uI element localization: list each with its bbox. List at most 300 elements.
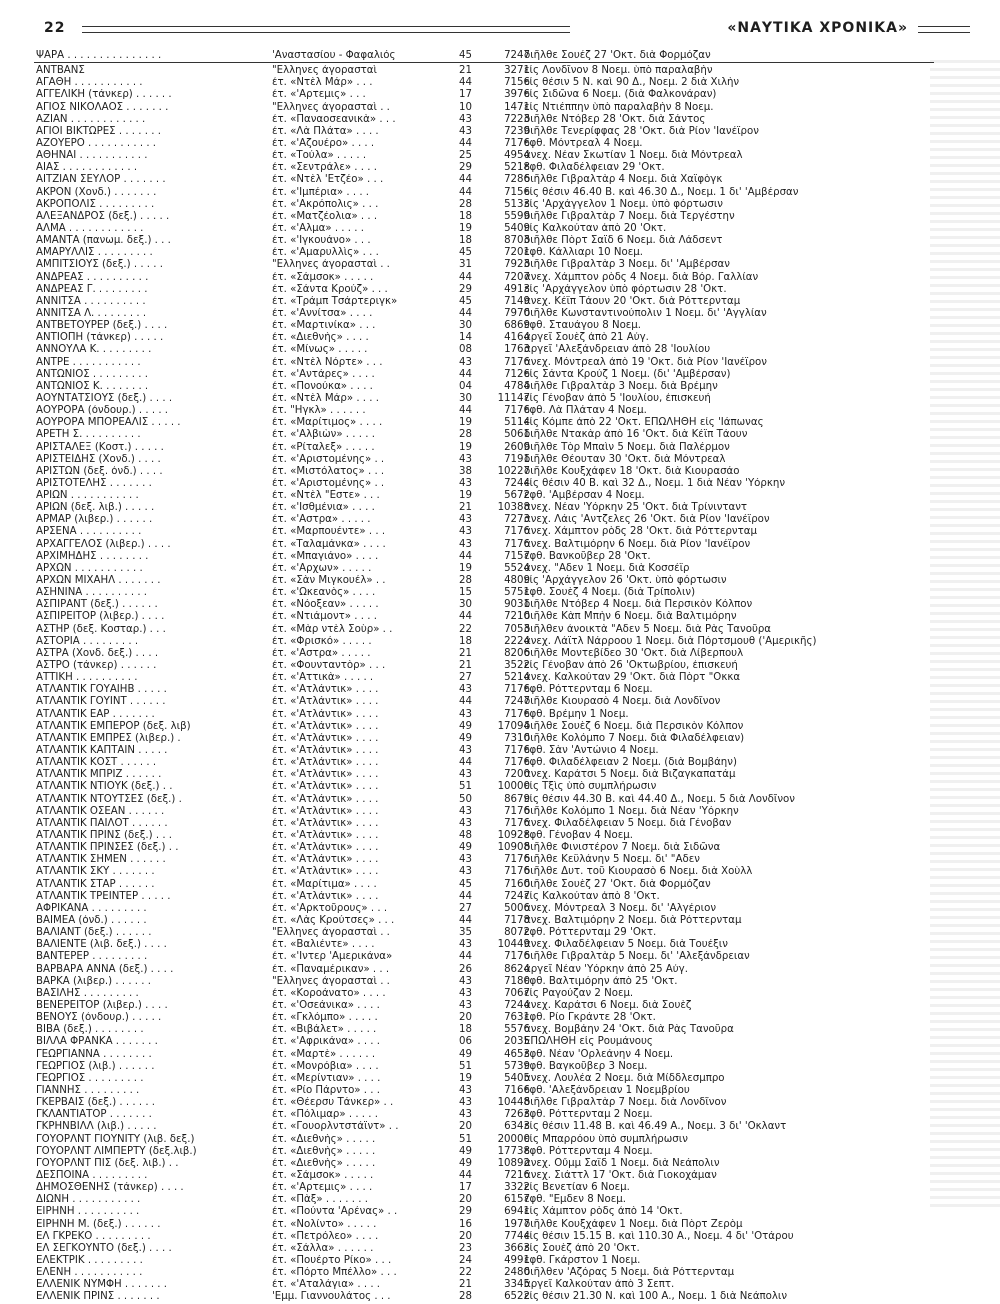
ship-agent: ἐτ. «Μιστόλατος» . . . [272, 465, 385, 477]
ship-agent: ἐτ. «'Ιγκουάνο» . . . [272, 235, 371, 247]
ship-number: 4653 [504, 1048, 530, 1060]
ship-name: ΑΚΡΟΠΟΛΙΣ . . . . . . . . . [36, 198, 155, 210]
ship-status: ἀνεχ. Σιάττλ 17 'Οκτ. διὰ Γιοκοχάμαν [524, 1169, 717, 1181]
ship-number: 7263 [504, 1109, 530, 1121]
ship-name: ΕΙΡΗΝΗ Μ. (δεξ.) . . . . . . [36, 1218, 161, 1230]
ship-name: ΑΤΛΑΝΤΙΚ ΝΤΙΟΥΚ (δεξ.) . . [36, 781, 173, 793]
ship-name: ΑΤΛΑΝΤΙΚ ΤΡΕΪΝΤΕΡ . . . . . [36, 890, 171, 902]
table-row [34, 1134, 934, 1146]
ship-agent: ἐτ. «'Ατλάντικ» . . . . [272, 696, 379, 708]
ship-agent: ἐτ. «Πόλιμαρ» . . . . . [272, 1109, 378, 1121]
ship-agent: ἐτ. «'Ατλάντικ» . . . . [272, 793, 379, 805]
ship-status: ἀνεχ. Λάϊτλ Νάρροου 1 Νοεμ. διὰ Πόρτσμουθ ('Αμερικῆς) [524, 635, 817, 647]
ship-name: ΓΟΥΟΡΛΝΤ ΛΙΜΠΕΡΤΥ (δεξ.λιβ.) [36, 1145, 197, 1157]
header-rule [82, 26, 570, 33]
ship-code: 43 [459, 113, 472, 125]
ship-agent: ἐτ. «Σάμσοκ» . . . . . [272, 271, 374, 283]
ship-status: ἀνεχ. Χάμπτον ρὸδς 28 'Οκτ. διὰ Ρόττερνταμ [524, 526, 757, 538]
ship-status: ἐφθ. Λὰ Πλάταν 4 Νοεμ. [524, 405, 647, 417]
ship-status: ἀνεχ. Βαλτιμόρην 6 Νοεμ. διὰ Ρίον 'Ιανέϊρον [524, 538, 751, 550]
ship-name: ΓΟΥΟΡΛΝΤ ΠΙΣ (δεξ. λιβ.) . . [36, 1157, 179, 1169]
ship-number: 6343 [504, 1121, 530, 1133]
ship-number: 7176 [504, 866, 530, 878]
ship-status: ἐφθ. Βαλτιμόρην ἀπὸ 25 'Οκτ. [524, 975, 678, 987]
ship-number: 7176 [504, 757, 530, 769]
table-row [34, 1073, 934, 1085]
ship-agent: ἐτ. «'Ακρόπολις» . . . [272, 198, 379, 210]
ship-status: εἰς Σιδῶνα 6 Νοεμ. (διὰ Φαλκονάραν) [524, 89, 717, 101]
ship-name: ΑΣΗΝΙΝΑ . . . . . . . . . . [36, 587, 148, 599]
ship-agent: "Ελληνες ἀγορασταὶ . . [272, 259, 390, 271]
ship-status: εἰς Ντιέππην ὑπὸ παραλαβὴν 8 Νοεμ. [524, 101, 714, 113]
ship-number: 7207 [504, 271, 530, 283]
ship-name: ΑΟΥΝΤΑΤΣΙΟΥΣ (δεξ.) . . . . [36, 392, 173, 404]
ship-code: 19 [459, 562, 472, 574]
table-row [34, 624, 934, 636]
table-row [34, 1206, 934, 1218]
ship-code: 28 [459, 429, 472, 441]
ship-code: 49 [459, 1157, 472, 1169]
ship-agent: ἐτ. «Πονούκα» . . . . [272, 380, 373, 392]
ship-name: ΒΑΝΤΕΡΕΡ . . . . . . . . . [36, 951, 148, 963]
ship-code: 28 [459, 1291, 472, 1303]
table-row [34, 381, 934, 393]
ship-number: 7191 [504, 453, 530, 465]
ship-code: 28 [459, 198, 472, 210]
ship-agent: ἐτ. «'Αστρα» . . . . . [272, 514, 371, 526]
magazine-title: «ΝΑΥΤΙΚΑ ΧΡΟΝΙΚΑ» [727, 20, 908, 36]
ship-agent: ἐτ. «'Αζουέρο» . . . . [272, 137, 375, 149]
ship-code: 44 [459, 174, 472, 186]
ship-name: ΑΜΑΡΥΛΛΙΣ . . . . . . . . . [36, 247, 153, 259]
ship-name: ΑΤΛΑΝΤΙΚ ΜΠΡΙΖ . . . . . . [36, 769, 162, 781]
ship-status: εἰς Γένοβαν ἀπὸ 5 'Ιουλίου, ἐπισκευή [524, 392, 711, 404]
ship-name: ΑΙΑΣ . . . . . . . . . . . . [36, 162, 138, 174]
ship-code: 49 [459, 842, 472, 854]
table-row [34, 709, 934, 721]
ship-code: 43 [459, 999, 472, 1011]
ship-number: 2609 [504, 441, 530, 453]
ship-agent: ἐτ. «'Αταλάγια» . . . . [272, 1279, 381, 1291]
ship-status: εἰς Καλκούταν ἀπὸ 20 'Οκτ. [524, 222, 667, 234]
ship-agent: ἐτ. «Φουνταντὸρ» . . . [272, 660, 386, 672]
ship-agent: ἐτ. «'Αλμα» . . . . . [272, 222, 364, 234]
ship-status: ἐφθ. Φιλαδέλφειαν 2 Νοεμ. (διὰ Βομβάην) [524, 757, 737, 769]
ship-name: ΑΣΠΙΡΑΝΤ (δεξ.) . . . . . . [36, 599, 158, 611]
ship-name: ΒΑΛΙΕΝΤΕ (λιβ. δεξ.) . . . . [36, 939, 167, 951]
ship-status: ἀνεχ. Καράτσι 6 Νοεμ. διὰ Σουὲζ [524, 999, 692, 1011]
ship-status: ἀνεχ. Νέαν 'Υόρκην 25 'Οκτ. διὰ Τρίνινταντ [524, 502, 748, 514]
ship-status: ἀνεχ. Καράτσι 5 Νοεμ. διὰ Βιζαγκαπατάμ [524, 769, 736, 781]
ship-code: 49 [459, 1145, 472, 1157]
table-row [34, 466, 934, 478]
ship-name: ΑΡΕΤΗ Σ. . . . . . . . . . [36, 429, 141, 441]
ship-agent: ἐτ. «'Ατλάντικ» . . . . [272, 866, 379, 878]
ship-name: ΒΑΣΙΛΗΣ . . . . . . . . . [36, 987, 139, 999]
ship-agent: ἐτ. «'Ιμπέρια» . . . . [272, 186, 370, 198]
ship-code: 50 [459, 793, 472, 805]
ship-name: ΓΕΩΡΓΙΟΣ (λιβ.) . . . . . . [36, 1060, 155, 1072]
ship-number: 7176 [504, 854, 530, 866]
ship-name: ΑΚΡΟΝ (Χονδ.) . . . . . . . [36, 186, 157, 198]
ship-name: ΑΤΛΑΝΤΙΚ ΓΟΥΪΝΤ . . . . . . [36, 696, 166, 708]
table-row [34, 1146, 934, 1158]
ship-agent: ἐτ. «Διεθνὴς» . . . . . [272, 1133, 376, 1145]
table-row [34, 830, 934, 842]
ship-number: 4809 [504, 575, 530, 587]
ship-status: ἀνεχ. Καλκούταν 29 'Οκτ. διὰ Πὸρτ "Οκκα [524, 672, 741, 684]
ship-name: ΑΟΥΡΟΡΑ (ὀνδουρ.) . . . . . [36, 405, 169, 417]
ship-code: 20 [459, 1121, 472, 1133]
ship-code: 21 [459, 647, 472, 659]
ship-number: 7631 [504, 1012, 530, 1024]
table-row [34, 976, 934, 988]
ship-status: ἐφθ. 'Αλεξάνδρειαν 1 Νοεμβρίου [524, 1084, 690, 1096]
ship-code: 20 [459, 1230, 472, 1242]
ship-status: ἀνεχ. Φιλαδέλφειαν 5 Νοεμ. διὰ Γένοβαν [524, 817, 732, 829]
ship-number: 7176 [504, 538, 530, 550]
table-row [34, 454, 934, 466]
ship-agent: ἐτ. «'Ατλάντικ» . . . . [272, 817, 379, 829]
ship-status: εἰς Σουὲζ ἀπὸ 20 'Οκτ. [524, 1242, 640, 1254]
ship-agent: 'Εμμ. Γιαννουλάτος . . . [272, 1291, 391, 1303]
ship-status: εἰς Βενετίαν 6 Νοεμ. [524, 1182, 630, 1194]
ship-number: 3322 [504, 1182, 530, 1194]
table-row [34, 393, 934, 405]
ship-agent: ἐτ. «Τούλα» . . . . . [272, 150, 367, 162]
ship-code: 18 [459, 210, 472, 222]
ship-number: 7176 [504, 405, 530, 417]
ship-number: 7210 [504, 611, 530, 623]
ship-agent: ἐτ. «Μαρτὲ» . . . . . . [272, 1048, 376, 1060]
ship-status: ἀνεχ. Μόντρεαλ ἀπὸ 19 'Οκτ. διὰ Ρίον 'Ιανέϊρον [524, 356, 767, 368]
ship-code: 43 [459, 866, 472, 878]
ship-agent: ἐτ. «'Ατλάντικ» . . . . [272, 842, 379, 854]
table-row [34, 769, 934, 781]
ship-status: εἰς Λονδῖνον 8 Νοεμ. ὑπὸ παραλαβὴν [524, 65, 713, 77]
ship-agent: ἐτ. «'Αστρα» . . . . . [272, 647, 371, 659]
ship-name: ΑΤΛΑΝΤΙΚ ΚΑΠΤΑΙΝ . . . . . [36, 745, 168, 757]
ship-code: 43 [459, 805, 472, 817]
table-row [34, 781, 934, 793]
ship-status: εἰς θέσιν 44.30 Β. καὶ 44.40 Δ., Νοεμ. 5 διὰ Λονδῖνον [524, 793, 795, 805]
ship-code: 04 [459, 380, 472, 392]
ship-status: ἀνεχ. Οὔμμ Σαῒδ 1 Νοεμ. διὰ Νεάπολιν [524, 1157, 720, 1169]
table-row [34, 162, 934, 174]
ship-agent: ἐτ. «Γκλόμπο» . . . . . [272, 1012, 378, 1024]
ship-name: ΑΝΤΙΟΠΗ (τάνκερ) . . . . . [36, 332, 164, 344]
ship-agent: ἐτ. «'Αλβιὼν» . . . . . [272, 429, 375, 441]
ship-number: 2035 [504, 1036, 530, 1048]
table-row [34, 1049, 934, 1061]
ship-number: 10449 [497, 939, 530, 951]
ship-name: ΔΙΩΝΗ . . . . . . . . . . . [36, 1194, 141, 1206]
ship-name: ΑΤΛΑΝΤΙΚ ΣΗΜΕΝ . . . . . . [36, 854, 166, 866]
table-row [34, 150, 934, 162]
ship-code: 44 [459, 696, 472, 708]
ship-number: 3663 [504, 1242, 530, 1254]
ship-code: 29 [459, 1206, 472, 1218]
ship-code: 43 [459, 708, 472, 720]
ship-name: ΕΛ ΣΕΓΚΟΥΝΤΟ (δεξ.) . . . . [36, 1242, 172, 1254]
ship-agent: ἐτ. «Μίνως» . . . . . [272, 344, 368, 356]
ship-number: 4954 [504, 150, 530, 162]
ship-number: 7180 [504, 975, 530, 987]
ship-code: 43 [459, 1109, 472, 1121]
ship-status: ἀνεχ. Μόντρεαλ 3 Νοεμ. δι' 'Αλγέριον [524, 902, 717, 914]
ship-name: ΑΛΕΞΑΝΔΡΟΣ (δεξ.) . . . . . [36, 210, 170, 222]
ship-number: 7201 [504, 247, 530, 259]
table-row [34, 854, 934, 866]
ship-number: 17094 [497, 720, 530, 732]
ship-number: 7176 [504, 684, 530, 696]
table-row [34, 1219, 934, 1231]
ship-agent: ἐτ. «Ρίταλεξ» . . . . . [272, 441, 375, 453]
ship-agent: ἐτ. «'Αριστομένης» . . [272, 477, 385, 489]
ship-number: 7923 [504, 259, 530, 271]
table-row [34, 879, 934, 891]
ship-status: διῆλθε Γιβραλτὰρ 3 Νοεμ. διὰ Βρέμην [524, 380, 718, 392]
ship-code: 17 [459, 89, 472, 101]
ship-number: 7176 [504, 817, 530, 829]
ship-name: ΑΣΤΡΟ (τάνκερ) . . . . . . [36, 660, 157, 672]
ship-number: 7166 [504, 1084, 530, 1096]
ship-status: ἀνεχ. Κέϊπ Τάουν 20 'Οκτ. διὰ Ρόττερνταμ [524, 295, 741, 307]
ship-agent: ἐτ. «Σάμσοκ» . . . . . [272, 1169, 374, 1181]
ship-code: 30 [459, 599, 472, 611]
ship-agent: ἐτ. «Βιβάλετ» . . . . . [272, 1024, 377, 1036]
ship-number: 5672 [504, 490, 530, 502]
ship-number: 7239 [504, 125, 530, 137]
table-row [34, 417, 934, 429]
ship-status: ἀργεῖ 'Αλεξάνδρειαν ἀπὸ 28 'Ιουλίου [524, 344, 711, 356]
ship-status: ἐφθ. Βρέμην 1 Νοεμ. [524, 708, 629, 720]
ship-code: 20 [459, 1012, 472, 1024]
ship-status: ἀνεχ. Φιλαδέλφειαν 5 Νοεμ. διὰ Τουέξιν [524, 939, 728, 951]
ship-number: 4913 [504, 283, 530, 295]
ship-agent: ἐτ. «'Αρτεμις» . . . [272, 89, 366, 101]
table-row [34, 526, 934, 538]
table-row [34, 223, 934, 235]
table-row [34, 539, 934, 551]
ship-number: 7176 [504, 708, 530, 720]
ship-code: 29 [459, 283, 472, 295]
ship-number: 6522 [504, 1291, 530, 1303]
ship-number: 5405 [504, 1072, 530, 1084]
ship-name: ΒΑΛΙΑΝΤ (δεξ.) . . . . . . [36, 927, 152, 939]
ship-name: ΒΙΒΑ (δεξ.) . . . . . . . . [36, 1024, 144, 1036]
ship-name: ΑΡΙΣΤΑΛΕΞ (Κοστ.) . . . . . [36, 441, 164, 453]
table-row [34, 903, 934, 915]
ship-code: 18 [459, 235, 472, 247]
ship-agent: ἐτ. «'Ατλάντικ» . . . . [272, 769, 379, 781]
ship-number: 5006 [504, 902, 530, 914]
table-row [34, 1279, 934, 1291]
ship-number: 10892 [497, 1157, 530, 1169]
table-row [34, 199, 934, 211]
ship-status: εἰς Χάμπτον ρὸδς ἀπὸ 14 'Οκτ. [524, 1206, 683, 1218]
ship-status: ἐφθ. Νέαν 'Ορλεάνην 4 Νοεμ. [524, 1048, 674, 1060]
table-row [34, 696, 934, 708]
ship-number: 10908 [497, 842, 530, 854]
ship-status: διῆλθεν ἀνοικτὰ "Αδεν 5 Νοεμ. διὰ Ρὰς Τανοῦρα [524, 623, 772, 635]
ship-agent: ἐτ. «'Αρχων» . . . . . [272, 562, 372, 574]
table-row [34, 599, 934, 611]
table-row [34, 187, 934, 199]
ship-number: 5576 [504, 1024, 530, 1036]
ship-code: 26 [459, 963, 472, 975]
ship-name: ΕΛΕΚΤΡΙΚ . . . . . . . . . [36, 1254, 143, 1266]
ship-agent: ἐτ. «'Αννίτσα» . . . . [272, 307, 373, 319]
ship-number: 7310 [504, 732, 530, 744]
ship-code: 25 [459, 150, 472, 162]
ship-number: 9031 [504, 599, 530, 611]
ship-status: ἐφθ. Σταυάγου 8 Νοεμ. [524, 320, 642, 332]
ship-name: ΔΕΣΠΟΙΝΑ . . . . . . . . . [36, 1169, 148, 1181]
ship-agent: ἐτ. «Μαρίτιμος» . . . . [272, 417, 383, 429]
ship-number: 5114 [504, 417, 530, 429]
ship-agent: ἐτ. «Ντὲλ "Εστε» . . . [272, 490, 380, 502]
ship-code: 30 [459, 320, 472, 332]
ship-name: ΑΝΤΡΕ . . . . . . . . . . . [36, 356, 141, 368]
ship-agent: ἐτ. «Λὰ Πλάτα» . . . . [272, 125, 379, 137]
ship-status: εἰς θέσιν 46.40 Β. καὶ 46.30 Δ., Νοεμ. 1 δι' 'Αμβέρσαν [524, 186, 799, 198]
ship-status: ἐφθ. Ρόττερνταμ 4 Νοεμ. [524, 1145, 653, 1157]
ship-name: ΑΤΤΙΚΗ . . . . . . . . . . [36, 672, 138, 684]
table-row [34, 1085, 934, 1097]
ship-name: ΒΕΝΕΡΕΪΤΟΡ (λιβερ.) . . . . [36, 999, 168, 1011]
ship-number: 4784 [504, 380, 530, 392]
ship-code: 44 [459, 368, 472, 380]
ship-name: ΑΝΔΡΕΑΣ Γ. . . . . . . . . [36, 283, 148, 295]
table-row [34, 1182, 934, 1194]
ship-status: ἀργεῖ Νέαν 'Υόρκην ἀπὸ 25 Αὐγ. [524, 963, 688, 975]
ship-code: 44 [459, 271, 472, 283]
ship-status: ἐφθ. "Εμδεν 8 Νοεμ. [524, 1194, 627, 1206]
ship-agent: ἐτ. «Μὰρ ντὲλ Σοὺρ» . . [272, 623, 393, 635]
ship-name: ΑΡΧΑΓΓΕΛΟΣ (λιβερ.) . . . . [36, 538, 171, 550]
ship-number: 2224 [504, 635, 530, 647]
ship-name: ΑΣΤΟΡΙΑ . . . . . . . . . [36, 635, 139, 647]
ship-agent: ἐτ. «Λὰς Κρούτσες» . . . [272, 914, 395, 926]
ship-name: ΨΑΡΑ . . . . . . . . . . . . . . . [36, 50, 162, 61]
ship-code: 29 [459, 162, 472, 174]
table-row [34, 1158, 934, 1170]
ship-number: 8624 [504, 963, 530, 975]
ship-number: 5751 [504, 587, 530, 599]
ship-status: εἰς θέσιν 5 Ν. καὶ 90 Δ., Νοεμ. 2 διὰ Χιλὴν [524, 77, 740, 89]
table-row [34, 1109, 934, 1121]
ship-code: 44 [459, 951, 472, 963]
table-row [34, 1255, 934, 1267]
ship-agent: ἐτ. «'Ατλάντικ» . . . . [272, 854, 379, 866]
ship-name: ΑΡΙΩΝ . . . . . . . . . . . [36, 490, 139, 502]
ship-number: 7200 [504, 769, 530, 781]
table-row [34, 259, 934, 271]
ship-movements-table [34, 50, 934, 1303]
table-row [34, 927, 934, 939]
table-row [34, 138, 934, 150]
ship-agent: "Ελληνες ἀγορασταὶ . . [272, 975, 390, 987]
ship-agent: ἐτ. «'Ιντερ 'Αμερικάνα» [272, 951, 393, 963]
table-row [34, 818, 934, 830]
ship-agent: ἐτ. «Σάλλα» . . . . . . [272, 1242, 374, 1254]
ship-name: ΓΕΩΡΓΙΟΣ . . . . . . . . . [36, 1072, 144, 1084]
ship-agent: ἐτ. «Πουέρτο Ρίκο» . . . [272, 1254, 392, 1266]
ship-agent: ἐτ. «Φρισκό» . . . . . [272, 635, 372, 647]
ship-code: 38 [459, 465, 472, 477]
ship-number: 17738 [497, 1145, 530, 1157]
ship-code: 43 [459, 854, 472, 866]
ship-agent: ἐτ. «Διεθνὴς» . . . . . [272, 1157, 376, 1169]
ship-code: 15 [459, 587, 472, 599]
ship-status: ἐφθ. Βανκοῦβερ 28 'Οκτ. [524, 550, 651, 562]
ship-code: 19 [459, 222, 472, 234]
ship-code: 20 [459, 1194, 472, 1206]
table-row [34, 502, 934, 514]
ship-number: 7247 [504, 50, 530, 61]
table-row [34, 1061, 934, 1073]
ship-code: 31 [459, 259, 472, 271]
page-header [30, 20, 970, 42]
ship-number: 10448 [497, 1097, 530, 1109]
ship-code: 22 [459, 623, 472, 635]
table-row [34, 1170, 934, 1182]
ship-agent: ἐτ. «Γουορλντστάϊντ» . . [272, 1121, 399, 1133]
ship-name: ΑΡΧΩΝ . . . . . . . . . . . [36, 562, 143, 574]
ship-status: ἀργεῖ Καλκούταν ἀπὸ 3 Σεπτ. [524, 1279, 675, 1291]
ship-status: ἀνεχ. Νέαν Σκωτίαν 1 Νοεμ. διὰ Μόντρεαλ [524, 150, 743, 162]
ship-agent: ἐτ. «'Ατλάντικ» . . . . [272, 745, 379, 757]
ship-status: εἰς 'Αρχάγγελον ὑπὸ φόρτωσιν 28 'Οκτ. [524, 283, 727, 295]
ship-name: ΑΝΤΒΕΤΟΥΡΕΡ (δεξ.) . . . . [36, 320, 168, 332]
table-row [34, 672, 934, 684]
table-row [34, 284, 934, 296]
ship-agent: ἐτ. «Παναοσεανικὰ» . . . [272, 113, 396, 125]
ship-number: 7247 [504, 696, 530, 708]
ship-number: 5133 [504, 198, 530, 210]
ship-code: 10 [459, 101, 472, 113]
ship-name: ΑΙΤΖΙΑΝ ΣΕΫΛΟΡ . . . . . . . [36, 174, 166, 186]
ship-status: ἐφθ. Μόντρεαλ 4 Νοεμ. [524, 137, 643, 149]
table-row [34, 660, 934, 672]
ship-name: ΒΑΪΜΕΑ (ὀνδ.) . . . . . . [36, 914, 147, 926]
ship-number: 8703 [504, 235, 530, 247]
ship-code: 43 [459, 453, 472, 465]
ship-code: 43 [459, 745, 472, 757]
ship-status: εἰς Γένοβαν ἀπὸ 26 'Οκτωβρίου, ἐπισκευή [524, 660, 738, 672]
ship-agent: "Ελληνες ἀγορασταὶ [272, 65, 377, 77]
ship-status: ἀνεχ. Βομβάην 24 'Οκτ. διὰ Ρὰς Τανοῦρα [524, 1024, 734, 1036]
ship-name: ΕΛΛΕΝΙΚ ΝΥΜΦΗ . . . . . . . [36, 1279, 168, 1291]
table-row [34, 478, 934, 490]
ship-status: ἐφθ. Σὰν 'Αντώνιο 4 Νοεμ. [524, 745, 659, 757]
ship-name: ΑΤΛΑΝΤΙΚ ΟΣΕΑΝ . . . . . . [36, 805, 165, 817]
ship-status: διῆλθε Ντακὰρ ἀπὸ 16 'Οκτ. διὰ Κέϊπ Τάουν [524, 429, 748, 441]
header-rule-right [918, 26, 970, 33]
ship-name: ΑΝΝΙΤΣΑ Λ. . . . . . . . . [36, 307, 147, 319]
ship-name: ΑΝΤΒΑΝΣ [36, 65, 85, 77]
ship-code: 43 [459, 939, 472, 951]
ship-code: 21 [459, 502, 472, 514]
ship-status: ΕΠΩΛΗΘΗ εἰς Ρουμάνους [524, 1036, 653, 1048]
ship-code: 27 [459, 902, 472, 914]
ship-code: 51 [459, 1133, 472, 1145]
ship-code: 43 [459, 514, 472, 526]
ship-number: 3345 [504, 1279, 530, 1291]
ship-name: ΑΝΝΙΤΣΑ . . . . . . . . . . [36, 295, 146, 307]
ship-status: διῆλθε Τὸρ Μπαὶν 5 Νοεμ. διὰ Παλέρμον [524, 441, 730, 453]
